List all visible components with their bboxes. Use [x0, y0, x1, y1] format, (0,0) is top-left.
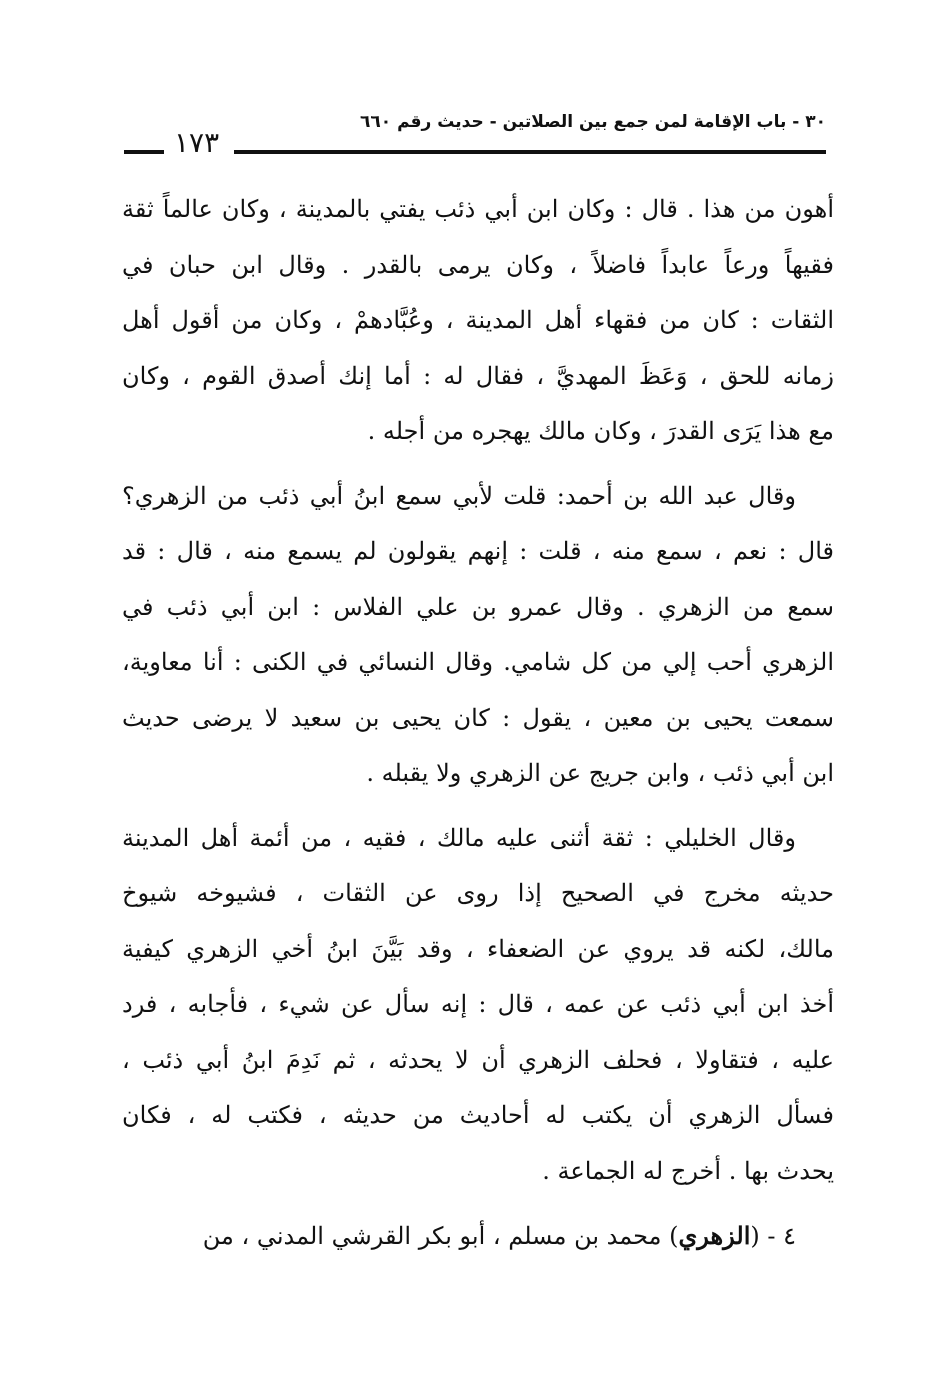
text-line: وقال عبد الله بن أحمد: قلت لأبي سمع ابنُ أبي ذئب من الزهري؟: [122, 481, 796, 510]
entry-line: [122, 1208, 834, 1265]
text-line: مع هذا يَرَى القدرَ ، وكان مالك يهجره من أجله .: [367, 417, 834, 445]
text-line: قال : نعم ، سمع منه ، قلت : إنهم يقولون لم يسمع منه ، قال : قد: [122, 537, 834, 565]
body-text: [122, 182, 834, 1274]
text-line: الزهري أحب إلي من كل شامي. وقال النسائي في الكنى : أنا معاوية،: [122, 648, 834, 676]
text-line: فقيهاً ورعاً عابداً فاضلاً ، وكان يرمى بالقدر . وقال ابن حبان في: [122, 250, 834, 279]
text-line: يحدث بها . أخرج له الجماعة .: [542, 1156, 834, 1185]
text-line: وقال الخليلي : ثقة أثنى عليه مالك ، فقيه ، من أئمة أهل المدينة: [122, 823, 796, 852]
header-rule: [234, 150, 826, 154]
paragraph-3: [122, 811, 834, 1200]
chapter-title: ٣٠ - باب الإقامة لمن جمع بين الصلاتين - حديث رقم ٦٦٠: [360, 112, 826, 132]
text-line: أهون من هذا . قال : وكان ابن أبي ذئب يفتي بالمدينة ، وكان عالماً ثقة: [122, 195, 834, 223]
page-header: [124, 112, 826, 162]
text-line: سمعت يحيى بن معين ، يقول : كان يحيى بن سعيد لا يرضى حديث: [122, 703, 834, 732]
text-line: فسأل الزهري أن يكتب له أحاديث من حديثه ، فكتب له ، فكان: [122, 1101, 834, 1129]
paragraph-entry-4: [122, 1208, 834, 1265]
text-line: الثقات : كان من فقهاء أهل المدينة ، وعُبَّادهمْ ، وكان من أقول أهل: [122, 306, 834, 334]
entry-text: ) محمد بن مسلم ، أبو بكر القرشي المدني ، من: [202, 1222, 679, 1250]
page-number-dash: [124, 150, 164, 154]
page-number: ١٧٣: [174, 126, 220, 159]
paragraph-2: [122, 469, 834, 802]
entry-name: الزهري: [678, 1221, 751, 1250]
paragraph-1: [122, 182, 834, 460]
text-line: سمع من الزهري . وقال عمرو بن علي الفلاس : ابن أبي ذئب في: [122, 592, 834, 621]
text-line: عليه ، فتقاولا ، فحلف الزهري أن لا يحدثه ، ثم نَدِمَ ابنُ أبي ذئب ،: [122, 1045, 834, 1074]
entry-number: ٤ - (: [750, 1222, 796, 1250]
text-line: ابن أبي ذئب ، وابن جريج عن الزهري ولا يقبله .: [366, 759, 834, 787]
text-line: حديثه مخرج في الصحيح إذا روى عن الثقات ، فشيوخه شيوخ: [122, 879, 834, 907]
text-line: أخذ ابن أبي ذئب عن عمه ، قال : إنه سأل عن شيء ، فأجابه ، فرد: [122, 990, 834, 1018]
text-line: مالك، لكنه قد يروي عن الضعفاء ، وقد بَيَّنَ ابنُ أخي الزهري كيفية: [122, 934, 834, 963]
text-line: زمانه للحق ، وَعَظَ المهديَّ ، فقال له : أما إنك أصدق القوم ، وكان: [122, 361, 834, 390]
